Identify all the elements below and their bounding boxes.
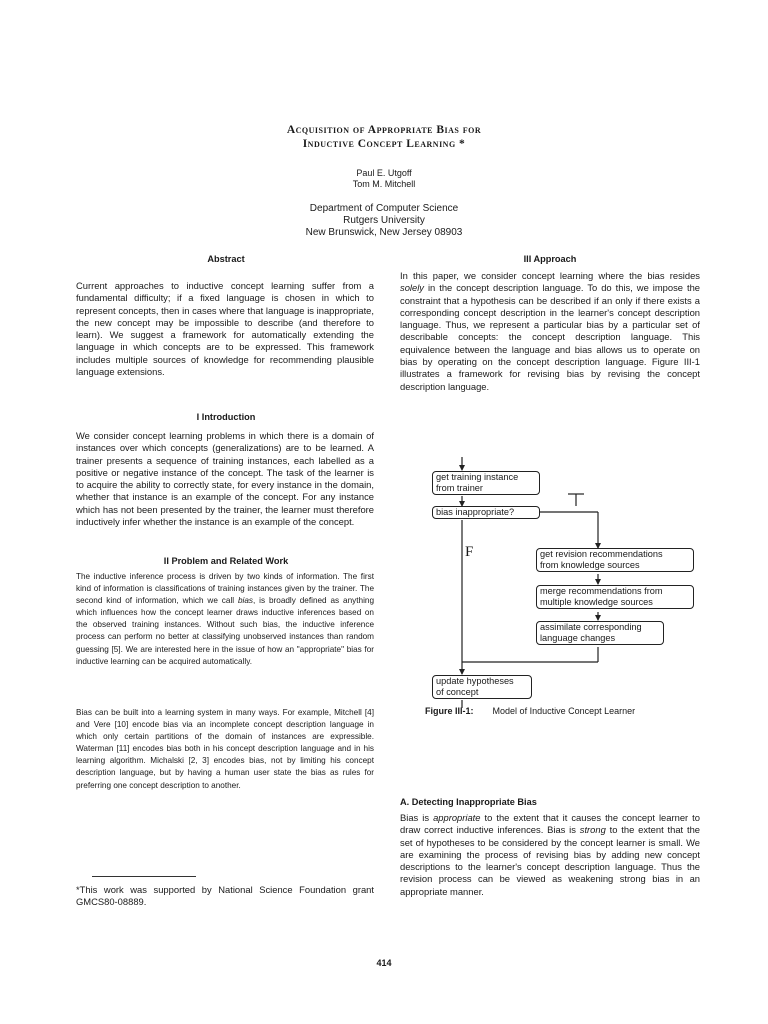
paper-title-line1: Acquisition of Appropriate Bias for: [286, 124, 482, 136]
false-branch-label: F: [465, 544, 474, 560]
bias-inappropriate-box: [432, 506, 540, 519]
figure-caption-label: Figure III-1:: [425, 706, 474, 716]
detect-text-part: to the extent that the set of hypotheses to be considered by the concept learner is small. We are examining the process of revising bias by adding new concept descriptions to the learner's concept description language. Thus the revision process can be viewed as weakening strong bias in an appropriate manner.: [400, 824, 700, 897]
box-line: update hypotheses: [436, 676, 514, 686]
update-hypotheses-box: [432, 675, 532, 699]
approach-text-part: in the concept description language. To do this, we impose the constraint that a hypothesis can be described if an only if there exists a corresponding concept description in the learner's concept description language. Thus, we represent a particular bias by a particular set of describable concepts: the concept description language. This equivalence between the language and bias allows us to operate on bias by operating on the concept description language. Figure III-1 illustrates a framework for revising bias by revising the concept description language.: [400, 282, 700, 392]
box-line: from knowledge sources: [540, 560, 640, 570]
introduction-heading: I Introduction: [196, 412, 256, 422]
problem-heading: II Problem and Related Work: [163, 556, 289, 566]
bias-paragraph: Bias can be built into a learning system in many ways. For example, Mitchell [4] and Vere [10] encode bias via an incomplete concept description language in which only certain partitions of the domain of instances are expressible. Waterman [11] encodes bias both in his concept description language and in his learning algorithm. Michalski [2, 3] encodes bias, not by limiting his concept description language, but by having a human user state the bias as rules for preferring one concept description to another.: [76, 708, 374, 790]
box-line: merge recommendations from: [540, 586, 663, 596]
introduction-text: We consider concept learning problems in which there is a domain of instances over which concepts (generalizations) are to be learned. A trainer presents a sequence of training instances, each labelled as a positive or negative instance of the concept. The task of the learner is to acquire the ability to correctly state, for every instance in the domain, whether that instance is an example of the concept. For any instance which has not been presented by the trainer, the learner must therefore inductively infer whether the instance is an example of the concept.: [76, 430, 374, 528]
paper-title-line2: Inductive Concept Learning *: [302, 138, 466, 150]
affiliation-line: Rutgers University: [343, 215, 425, 226]
box-line: assimilate corresponding: [540, 622, 642, 632]
solely-term: solely: [400, 282, 424, 294]
author-name: Tom M. Mitchell: [352, 179, 416, 189]
merge-recommendations-box: [536, 585, 694, 609]
box-line: get revision recommendations: [540, 549, 663, 559]
affiliation-line: New Brunswick, New Jersey 08903: [305, 227, 463, 238]
figure-caption-text: Model of Inductive Concept Learner: [492, 706, 636, 716]
author-name: Paul E. Utgoff: [356, 168, 412, 178]
strong-term: strong: [579, 824, 606, 836]
box-line: of concept: [436, 687, 479, 697]
abstract-heading: Abstract: [207, 254, 245, 264]
detect-text-part: Bias is: [400, 812, 434, 823]
detecting-bias-heading: A. Detecting Inappropriate Bias: [400, 797, 537, 807]
appropriate-term: appropriate: [433, 812, 481, 823]
page-number: 414: [376, 958, 392, 968]
box-line: from trainer: [436, 483, 483, 493]
figure-caption: [425, 706, 635, 716]
assimilate-language-changes-box: [536, 621, 664, 645]
box-line: multiple knowledge sources: [540, 597, 653, 607]
box-line: language changes: [540, 633, 616, 643]
box-line: bias inappropriate?: [436, 507, 515, 517]
abstract-text: Current approaches to inductive concept learning suffer from a fundamental difficulty; if a fixed language is chosen in which to represent concepts, then in cases where that language is inappropriate, the new concept may be impossible to describe (and therefore to learn). We suggest a framework for automatically extending the language in which concepts are to be expressed. This framework includes multiple sources of knowledge for recommending plausible language extensions.: [76, 280, 374, 378]
get-training-instance-box: [432, 471, 540, 495]
approach-heading: III Approach: [523, 254, 577, 264]
detecting-bias-text: [400, 812, 700, 898]
detect-text-part: to the extent that it causes the concept learner to draw correct inductive inferences. Bias is: [400, 812, 701, 836]
affiliation-line: Department of Computer Science: [309, 203, 459, 214]
bias-term: bias: [237, 596, 254, 606]
footnote: *This work was supported by National Science Foundation grant GMCS80-08889.: [76, 884, 374, 908]
box-line: get training instance: [436, 472, 519, 482]
approach-text-part: In this paper, we consider concept learning where the bias resides: [400, 270, 700, 281]
problem-text-part: The inductive inference process is driven by two kinds of information. The first kind of information is classifications of training instances given by the trainer. The second kind of information, which we call: [76, 572, 374, 606]
get-revision-recommendations-box: [536, 548, 694, 572]
problem-text-part: , is broadly defined as anything which influences how the concept learner draws inductive inferences based on the observed training instances. Without such bias, the inductive inference process can perform no better at classifying unobserved instances than random guessing [5]. We are interested here in the issue of how an "appropriate" bias for inductive learning can be acquired automatically.: [76, 596, 374, 666]
